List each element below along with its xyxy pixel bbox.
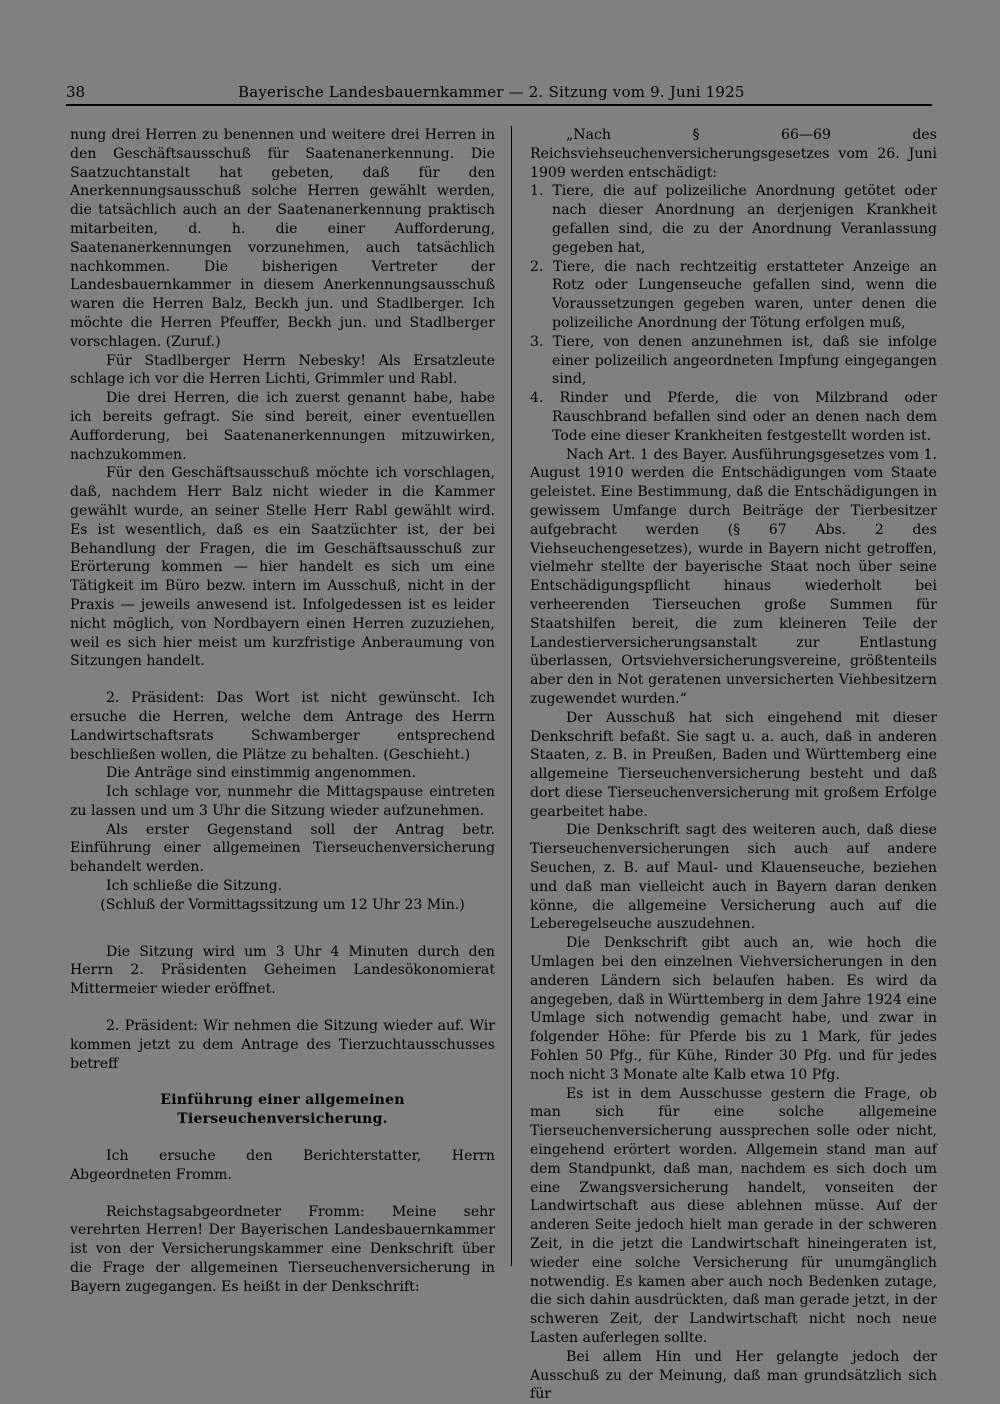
list-item: 2. Tiere, die nach rechtzeitig erstatteter Anzeige an Rotz oder Lungenseuche gefallen sind, wenn die Voraussetzungen gegeben waren, unter denen die polizeiliche Anordnung der Tötung erfolgen muß, (530, 258, 937, 331)
paragraph: Nach Art. 1 des Bayer. Ausführungsgesetzes vom 1. August 1910 werden die Entschädigungen vom Staate geleistet. Eine Bestimmung, daß die Entschädigungen in gewissem Umfange durch Beiträge der Tierbesitzer aufgebracht werden (§ 67 Abs. 2 des Viehseuchengesetzes), wurde in Bayern nicht getroffen, vielmehr stellte der bayerische Staat noch über seine Entschädigungspflicht hinaus wiederholt bei verheerenden Tierseuchen große Summen für Staatshilfen bereit, die zum kleineren Teile der Landestierversicherungsanstalt zur Entlastung überlassen, Ortsviehversicherungsvereine, größtenteils aber den in Not geratenen unversicherten Viehbesitzern zugewendet wurden.“ (530, 446, 937, 707)
list-item: 1. Tiere, die auf polizeiliche Anordnung getötet oder nach dieser Anordnung an derjenigen Krankheit gefallen sind, die zu der Anordnung Veranlassung gegeben hat, (530, 183, 937, 256)
paragraph: Die Anträge sind einstimmig angenommen. (106, 765, 416, 782)
paragraph: Als erster Gegenstand soll der Antrag betr. Einführung einer allgemeinen Tierseuchenversicherung behandelt werden. (70, 821, 495, 876)
paragraph: Es ist in dem Ausschusse gestern die Frage, ob man sich für eine solche allgemeine Tierseuchenversicherung aussprechen solle oder nicht, eingehend erörtert worden. Allgemein stand man auf dem Standpunkt, daß man, nachdem es sich doch um eine Zwangsversicherung handelt, vonseiten der Landwirtschaft aus diese ablehnen müsse. Auf der anderen Seite jedoch hielt man gerade in der schweren Zeit, in die jetzt die Landwirtschaft hineingeraten ist, wieder eine solche Versicherung für unumgänglich notwendig. Es kamen aber auch noch Bedenken zutage, die sich dahin ausdrückten, daß man gerade jetzt, in der schweren Zeit, der Landwirtschaft nicht noch neue Lasten auferlegen sollte. (530, 1085, 937, 1346)
paragraph: 2. Präsident: Wir nehmen die Sitzung wieder auf. Wir kommen jetzt zu dem Antrage des Tierzuchtausschusses betreff (70, 1018, 495, 1072)
paragraph: Ich schließe die Sitzung. (106, 878, 283, 895)
paragraph: Die Denkschrift sagt des weiteren auch, daß diese Tierseuchenversicherungen sich auch auf andere Seuchen, z. B. auf Maul- und Klauenseuche, beziehen und daß man vielleicht auch in Bayern daran denken könne, die allgemeine Versicherung auch auf die Leberegelseuche auszudehnen. (530, 822, 937, 933)
paragraph: Für den Geschäftsausschuß möchte ich vorschlagen, daß, nachdem Herr Balz nicht wieder in die Kammer gewählt wurde, an seiner Stelle Herr Rabl gewählt wird. Es ist wesentlich, daß es ein Saatzüchter ist, der bei Behandlung der Fragen, die im Geschäftsausschuß zur Erörterung kommen — hier handelt es sich um eine Tätigkeit im Büro bezw. intern im Ausschuß, nicht in der Praxis — jeweils anwesend ist. Infolgedessen ist es leider nicht möglich, von Nordbayern einen Herren zuzuziehen, weil es sich hier meist um kurzfristige Anberaumung von Sitzungen handelt. (70, 465, 495, 670)
paragraph: Der Ausschuß hat sich eingehend mit dieser Denkschrift befaßt. Sie sagt u. a. auch, daß in anderen Staaten, z. B. in Preußen, Baden und Württemberg eine allgemeine Tierseuchenversicherung besteht und daß dort diese Tierseuchenversicherung mit großem Erfolge gearbeitet habe. (530, 709, 937, 820)
list-item: 4. Rinder und Pferde, die von Milzbrand oder Rauschbrand befallen sind oder an denen nach dem Tode eine dieser Krankheiten festgestellt worden ist. (530, 390, 937, 444)
list-item: 3. Tiere, von denen anzunehmen ist, daß sie infolge einer polizeilich angeordneten Impfung eingegangen sind, (530, 333, 937, 388)
paragraph: Ich ersuche den Berichterstatter, Herrn Abgeordneten Fromm. (70, 1148, 495, 1183)
paragraph: Für Stadlberger Herrn Nebesky! Als Ersatzleute schlage ich vor die Herren Lichti, Grimmler und Rabl. (70, 352, 495, 388)
page-number: 38 (66, 83, 86, 101)
paragraph: Ich schlage vor, nunmehr die Mittagspause eintreten zu lassen und um 3 Uhr die Sitzung wieder aufzunehmen. (70, 784, 495, 819)
paragraph: Reichstagsabgeordneter Fromm: Meine sehr verehrten Herren! Der Bayerischen Landesbauernkammer ist von der Versicherungskammer eine Denkschrift über die Frage der allgemeinen Tierseuchenversicherung in Bayern zugegangen. Es heißt in der Denkschrift: (70, 1203, 495, 1295)
paragraph: „Nach § 66—69 des Reichsviehseuchenversicherungsgesetzes vom 26. Juni 1909 werden entschädigt: (530, 127, 937, 181)
right-column (530, 126, 937, 1404)
section-heading: Einführung einer allgemeinen Tierseuchenversicherung. (160, 1092, 405, 1128)
page-header (66, 82, 932, 106)
running-title: Bayerische Landesbauernkammer — 2. Sitzung vom 9. Juni 1925 (238, 83, 745, 101)
paragraph: Bei allem Hin und Her gelangte jedoch der Ausschuß zu der Meinung, daß man grundsätzlich sich für (530, 1348, 937, 1403)
paragraph: (Schluß der Vormittagssitzung um 12 Uhr 23 Min.) (100, 896, 465, 913)
paragraph: nung drei Herren zu benennen und weitere drei Herren in den Geschäftsausschuß für Saatenanerkennung. Die Saatzuchtanstalt hat gebeten, daß für den Anerkennungsausschuß solche Herren gewählt werden, die tatsächlich auch an der Saatenanerkennung praktisch mitarbeiten, d. h. die einer Aufforderung, Saatenanerkennungen vorzunehmen, auch tatsächlich nachkommen. Die bisherigen Vertreter der Landesbauernkammer in diesem Anerkennungsausschuß waren die Herren Balz, Beckh jun. und Stadlberger. Ich möchte die Herren Pfeuffer, Beckh jun. und Stadlberger vorschlagen. (Zuruf.) (70, 127, 495, 350)
paragraph: 2. Präsident: Das Wort ist nicht gewünscht. Ich ersuche die Herren, welche dem Antrage des Herrn Landwirtschaftsrats Schwamberger entsprechend beschließen wollen, die Plätze zu behalten. (Geschieht.) (70, 690, 495, 763)
paragraph: Die Denkschrift gibt auch an, wie hoch die Umlagen bei den einzelnen Viehversicherungen in den anderen Ländern sich belaufen haben. Es wird da angegeben, daß in Württemberg in dem Jahre 1924 eine Umlage sich notwendig gemacht habe, und zwar in folgender Höhe: für Pferde bis zu 1 Mark, für jedes Fohlen 50 Pfg., für Kühe, Rinder 30 Pfg. und für jedes noch nicht 3 Monate alte Kalb etwa 10 Pfg. (530, 935, 937, 1083)
paragraph: Die Sitzung wird um 3 Uhr 4 Minuten durch den Herrn 2. Präsidenten Geheimen Landesökonomierat Mittermeier wieder eröffnet. (70, 943, 495, 998)
left-column (70, 126, 495, 1297)
column-divider (511, 126, 512, 1266)
paragraph: Die drei Herren, die ich zuerst genannt habe, habe ich bereits gefragt. Sie sind bereit, einer eventuellen Aufforderung, bei Saatenanerkennungen mitzuwirken, nachzukommen. (70, 390, 495, 463)
